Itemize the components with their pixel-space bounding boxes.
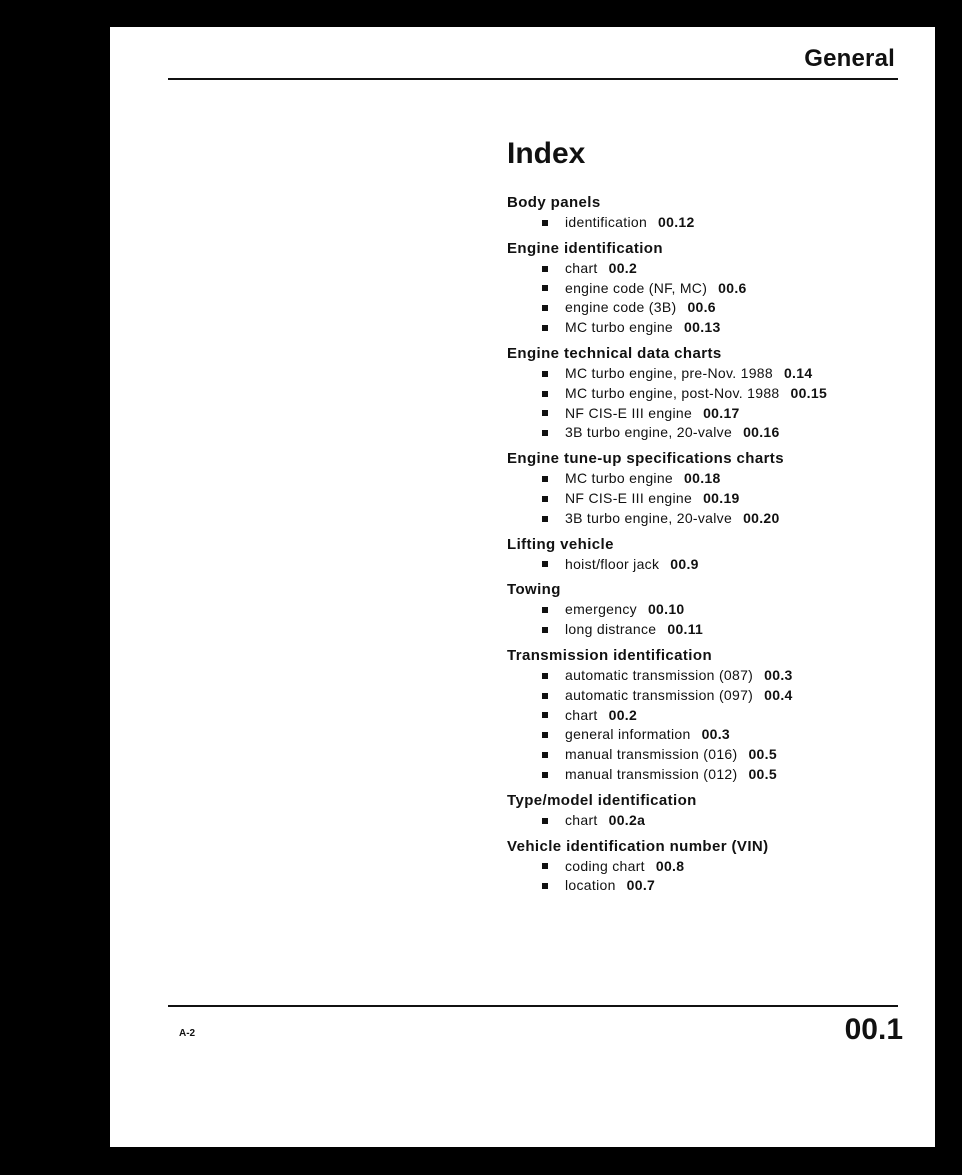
index-title: Index	[507, 137, 586, 170]
entry-page-ref: 00.2	[608, 259, 638, 276]
index-entry	[507, 555, 927, 575]
bullet-icon	[542, 627, 548, 633]
entry-page-ref: 00.2	[608, 706, 638, 723]
section-heading: Transmission identification	[507, 646, 713, 664]
bullet-icon	[542, 712, 548, 718]
section-heading: Vehicle identification number (VIN)	[507, 837, 769, 855]
entry-page-ref: 00.6	[687, 299, 716, 316]
entry-page-ref: 00.3	[764, 666, 793, 683]
bullet-icon	[542, 325, 548, 331]
entry-text: engine code (NF, MC)	[565, 279, 708, 296]
bullet-icon	[542, 430, 548, 436]
page-header-title: General	[804, 45, 895, 72]
bullet-icon	[542, 516, 548, 522]
bullet-icon	[542, 496, 548, 502]
section-heading: Towing	[507, 581, 561, 599]
index-block	[507, 137, 927, 902]
index-section	[507, 193, 927, 233]
entry-text: automatic transmission (097)	[565, 686, 754, 703]
bullet-icon	[542, 818, 548, 824]
entry-page-ref: 00.12	[658, 214, 695, 230]
section-heading: Lifting vehicle	[507, 535, 614, 553]
bullet-icon	[542, 561, 548, 567]
index-entry	[507, 364, 927, 384]
bullet-icon	[542, 410, 548, 416]
entry-text: hoist/floor jack	[565, 555, 660, 572]
entry-text: MC turbo engine, post-Nov. 1988	[565, 384, 780, 401]
entry-page-ref: 00.11	[667, 621, 704, 638]
header-rule	[168, 78, 898, 80]
index-section	[507, 449, 927, 528]
entry-page-ref: 00.9	[670, 555, 699, 572]
entry-page-ref: 00.4	[764, 686, 793, 703]
index-entry	[507, 725, 927, 745]
entry-page-ref: 00.17	[703, 404, 740, 421]
entry-page-ref: 0.14	[783, 364, 813, 381]
index-sections	[507, 193, 927, 896]
bullet-icon	[542, 673, 548, 679]
index-section	[507, 837, 927, 897]
index-entry	[507, 318, 927, 338]
entry-text: MC turbo engine, pre-Nov. 1988	[565, 364, 773, 381]
index-entry	[507, 600, 927, 620]
index-entry	[507, 509, 927, 529]
index-entry	[507, 469, 927, 489]
entry-page-ref: 00.7	[626, 877, 656, 894]
entry-text: engine code (3B)	[565, 299, 677, 316]
bullet-icon	[542, 883, 548, 889]
entry-text: identification	[565, 214, 648, 230]
index-entry	[507, 811, 927, 831]
index-entry	[507, 706, 927, 726]
entry-page-ref: 00.3	[701, 726, 731, 743]
entry-text: MC turbo engine	[565, 319, 674, 336]
entry-text: manual transmission (012)	[565, 765, 738, 782]
index-entry	[507, 489, 927, 509]
section-heading: Body panels	[507, 194, 601, 211]
index-section	[507, 535, 927, 575]
index-entry	[507, 259, 927, 279]
footer-page-code: A-2	[179, 1028, 196, 1039]
entry-text: chart	[565, 706, 598, 723]
index-entry	[507, 404, 927, 424]
entry-text: long distrance	[565, 621, 657, 638]
entry-text: 3B turbo engine, 20-valve	[565, 424, 733, 441]
entry-page-ref: 00.13	[684, 319, 721, 336]
index-entry	[507, 423, 927, 443]
entry-text: general information	[565, 726, 691, 743]
entry-text: chart	[565, 811, 598, 828]
index-entry	[507, 213, 927, 233]
bullet-icon	[542, 305, 548, 311]
index-entry	[507, 745, 927, 765]
entry-text: chart	[565, 259, 598, 276]
bullet-icon	[542, 693, 548, 699]
index-entry	[507, 765, 927, 785]
entry-text: emergency	[565, 601, 637, 618]
index-entry	[507, 686, 927, 706]
index-section	[507, 239, 927, 338]
entry-page-ref: 00.10	[647, 601, 685, 618]
index-entry	[507, 857, 927, 877]
entry-page-ref: 00.20	[743, 509, 780, 526]
footer-rule	[168, 1005, 898, 1007]
entry-page-ref: 00.15	[790, 384, 828, 401]
bullet-icon	[542, 772, 548, 778]
bullet-icon	[542, 266, 548, 272]
bullet-icon	[542, 285, 548, 291]
index-entry	[507, 666, 927, 686]
entry-page-ref: 00.2a	[608, 811, 646, 828]
section-heading: Engine tune-up specifications charts	[507, 450, 784, 468]
bullet-icon	[542, 732, 548, 738]
footer-section-number: 00.1	[844, 1013, 903, 1046]
index-entry	[507, 384, 927, 404]
entry-page-ref: 00.8	[655, 857, 685, 874]
bullet-icon	[542, 476, 548, 482]
entry-text: coding chart	[565, 857, 645, 874]
section-heading: Engine technical data charts	[507, 344, 722, 362]
entry-text: NF CIS-E III engine	[565, 489, 693, 506]
entry-page-ref: 00.16	[743, 424, 780, 441]
index-section	[507, 344, 927, 443]
index-section	[507, 580, 927, 640]
entry-page-ref: 00.6	[718, 279, 747, 296]
bullet-icon	[542, 752, 548, 758]
bullet-icon	[542, 391, 548, 397]
entry-text: manual transmission (016)	[565, 746, 738, 763]
entry-text: NF CIS-E III engine	[565, 404, 693, 421]
entry-page-ref: 00.5	[748, 746, 777, 763]
index-section	[507, 646, 927, 785]
entry-text: location	[565, 877, 616, 894]
entry-page-ref: 00.19	[703, 489, 740, 506]
entry-text: 3B turbo engine, 20-valve	[565, 509, 733, 526]
index-section	[507, 791, 927, 831]
entry-page-ref: 00.18	[684, 470, 721, 487]
index-entry	[507, 298, 927, 318]
bullet-icon	[542, 863, 548, 869]
entry-page-ref: 00.5	[748, 765, 777, 782]
index-entry	[507, 620, 927, 640]
bullet-icon	[542, 220, 548, 226]
entry-text: automatic transmission (087)	[565, 666, 754, 683]
bullet-icon	[542, 607, 548, 613]
index-entry	[507, 876, 927, 896]
manual-page	[110, 27, 935, 1147]
section-heading: Type/model identification	[507, 791, 697, 809]
index-entry	[507, 279, 927, 299]
bullet-icon	[542, 371, 548, 377]
section-heading: Engine identification	[507, 239, 663, 257]
entry-text: MC turbo engine	[565, 470, 674, 487]
